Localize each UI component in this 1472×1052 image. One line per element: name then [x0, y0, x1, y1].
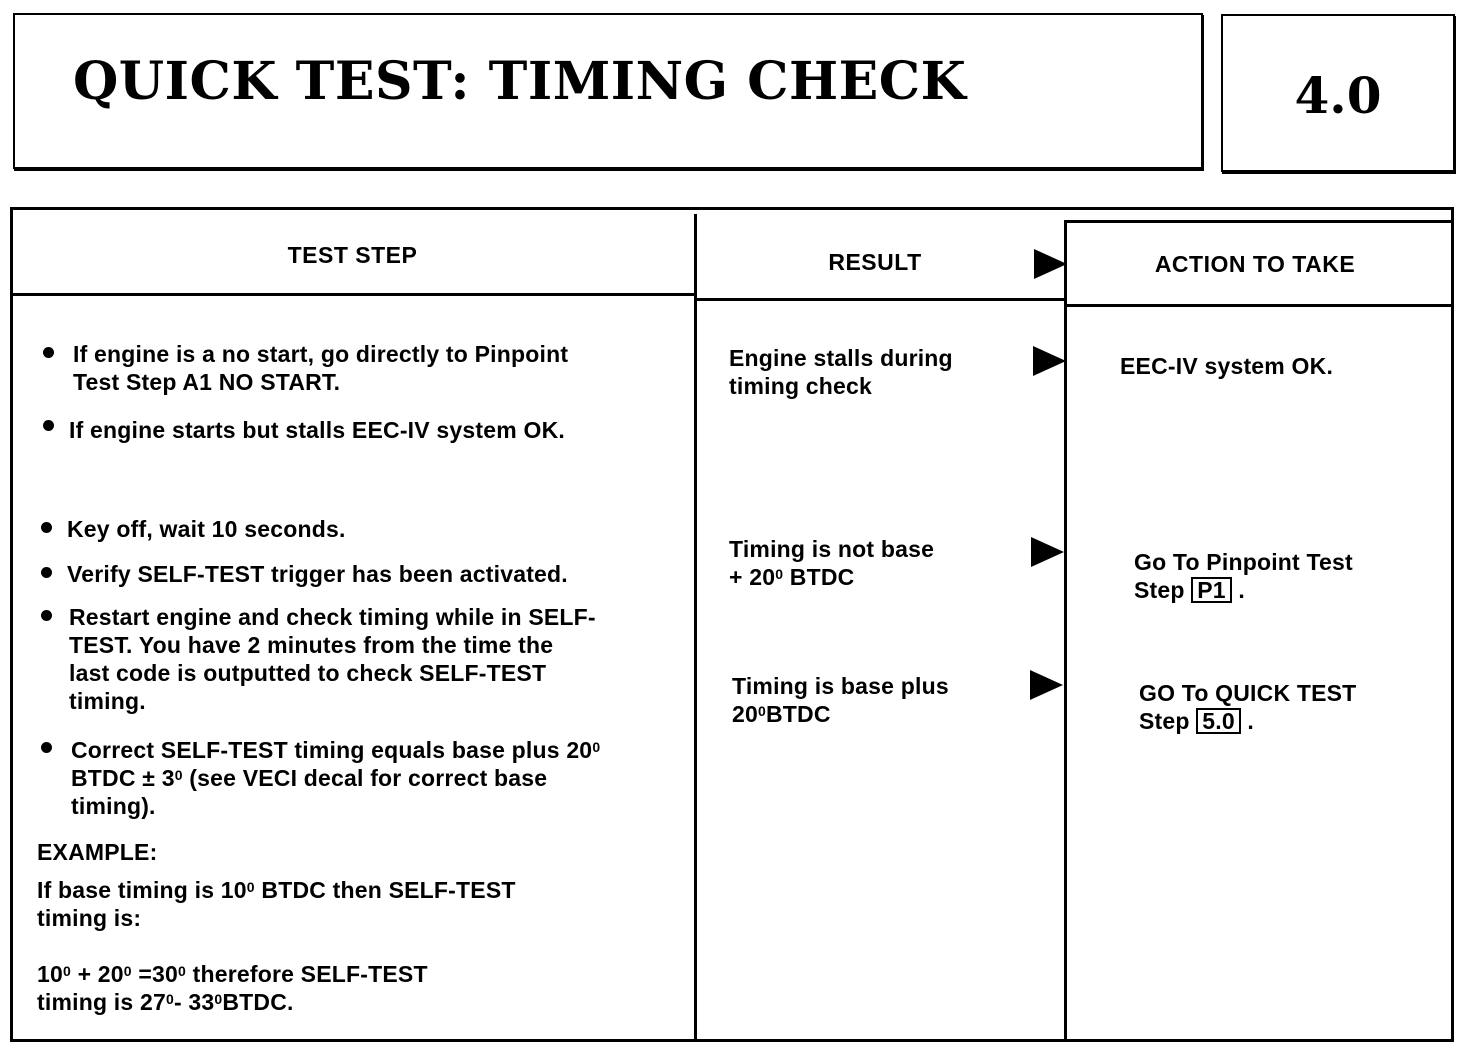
arrow-icon — [1034, 249, 1067, 279]
bullet-icon — [41, 522, 52, 533]
bullet-icon — [41, 567, 52, 578]
header-divider-action — [1066, 304, 1452, 307]
column-divider-1 — [694, 214, 697, 1040]
column-divider-2 — [1064, 220, 1067, 1040]
example-calculation: $10^0 + 20^0 =30^0$ therefore SELF-TEST timing is $27^0-$ $33^0BTDC$. — [37, 961, 428, 1015]
page-title: QUICK TEST: TIMING CHECK — [73, 51, 967, 112]
step-text: Key off, wait 10 seconds. — [67, 516, 346, 542]
result-text: Engine stalls during timing check — [729, 345, 953, 399]
column-header-test-step: TEST STEP — [287, 242, 418, 268]
bullet-icon — [43, 420, 54, 431]
arrow-icon — [1033, 346, 1066, 376]
header-divider-result — [696, 298, 1066, 301]
bullet-icon — [41, 742, 52, 753]
step-text: If engine starts but stalls EEC-IV system OK. — [69, 417, 565, 443]
column-header-action: ACTION TO TAKE — [1154, 251, 1356, 277]
action-top-border — [1066, 220, 1452, 223]
result-text: Timing is not base + $20^0$ BTDC — [729, 536, 935, 590]
action-text: GO To QUICK TEST Step 5.0 . — [1139, 680, 1357, 734]
pinpoint-step-box: P1 — [1191, 577, 1232, 603]
example-label: EXAMPLE: — [37, 839, 158, 865]
bullet-icon — [43, 347, 54, 358]
action-text: EEC-IV system OK. — [1120, 353, 1334, 379]
arrow-icon — [1030, 670, 1063, 700]
result-text: Timing is base plus $20^0BTDC$ — [732, 673, 949, 727]
header-divider-test-step — [11, 293, 696, 296]
column-header-result: RESULT — [828, 249, 922, 275]
step-text: Correct SELF-TEST timing equals base plus $20^0$ BTDC ± $3^0$ (see VECI decal for correct base timing). — [71, 737, 601, 819]
example-text: If base timing is $10^0$ BTDC then SELF-TEST timing is: — [37, 877, 516, 931]
step-text: Restart engine and check timing while in SELF- TEST. You have 2 minutes from the time the last code is outputted to check SELF-TEST timing. — [69, 604, 596, 714]
section-number: 4.0 — [1294, 66, 1382, 125]
section-number-box — [1221, 14, 1455, 172]
quick-test-step-box: 5.0 — [1196, 708, 1241, 734]
step-text: Verify SELF-TEST trigger has been activated. — [67, 561, 568, 587]
arrow-icon — [1031, 537, 1064, 567]
bullet-icon — [41, 610, 52, 621]
title-box — [13, 13, 1203, 169]
action-text: Go To Pinpoint Test Step P1 . — [1134, 549, 1353, 603]
step-text: If engine is a no start, go directly to Pinpoint Test Step A1 NO START. — [73, 341, 569, 395]
